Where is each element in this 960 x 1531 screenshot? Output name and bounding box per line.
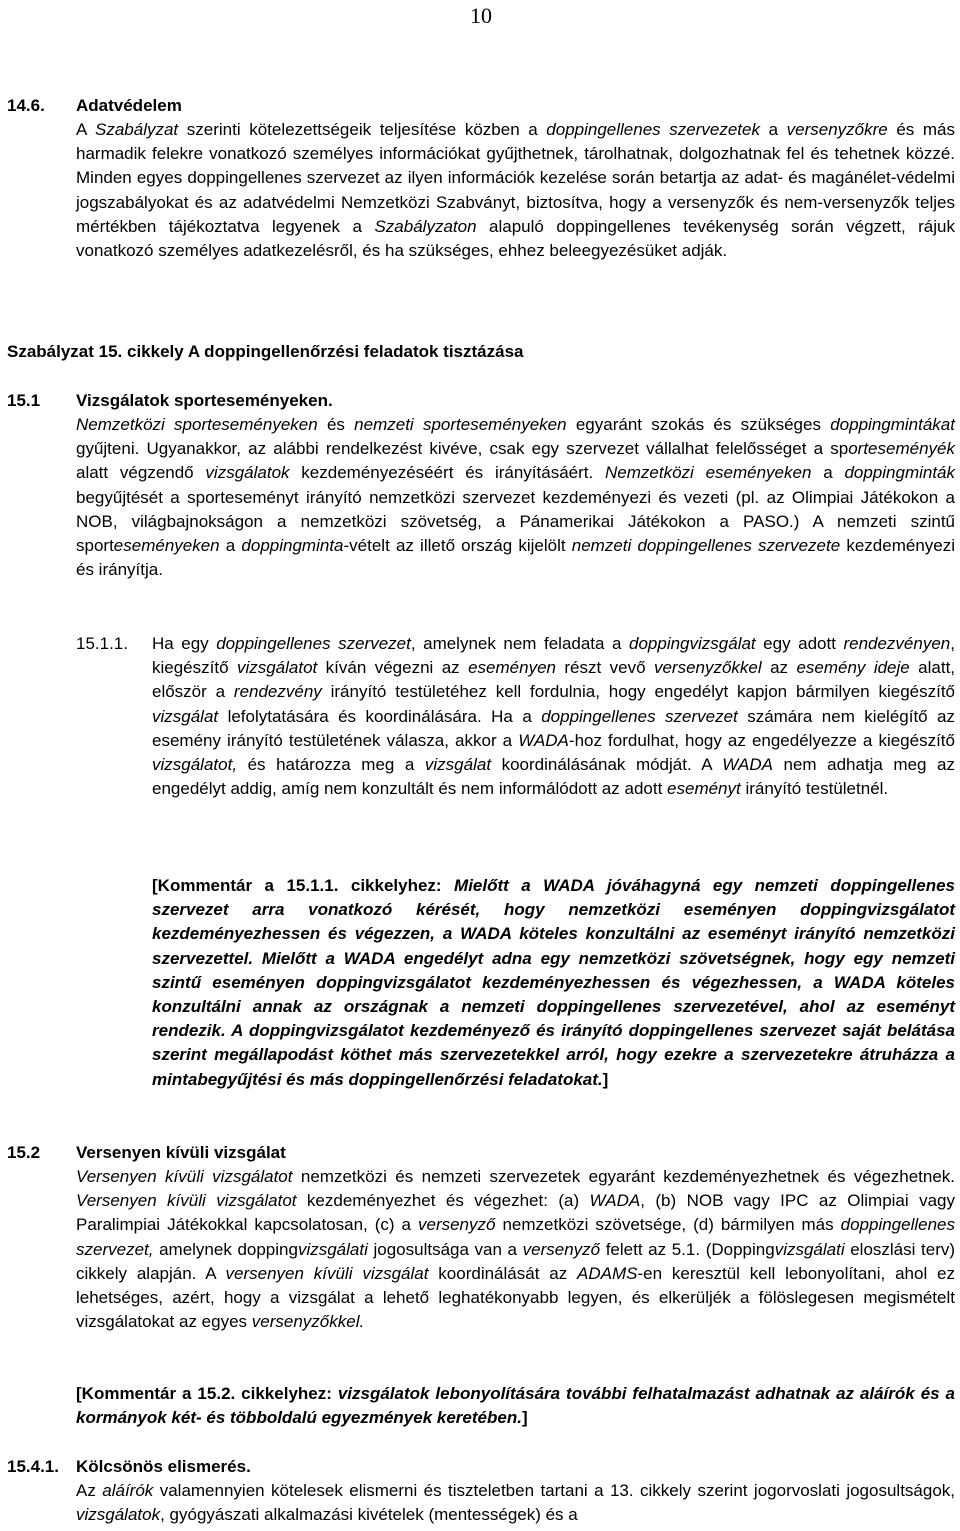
italic-run: doppingminták xyxy=(844,463,956,483)
italic-run: vizsgálati xyxy=(774,1239,845,1259)
text-run: -en keresztül kell lebonyolítani, ahol ez lehetséges, azért, hogy a vizsgálat a lehető leghatékonyabb legyen, és elkerüljék a fölöslegesen megismételt vizsgálatokat az egyes xyxy=(76,1263,956,1332)
section-15-1-1-body xyxy=(152,632,955,801)
section-15-2-title: Versenyen kívüli vizsgálat xyxy=(76,1143,286,1162)
text-run: az xyxy=(761,658,797,678)
text-run: alapuló doppingellenes tevékenység során végzett, rájuk vonatkozó személyes adatkezelésről, és ha szükséges, ehhez beleegyezésüket adják. xyxy=(76,216,955,261)
text-run: [Kommentár a 15.1.1. cikkelyhez: xyxy=(152,876,455,895)
italic-run: rendezvényen xyxy=(843,634,951,653)
italic-run: Nemzetközi sporteseményeken xyxy=(76,415,318,434)
italic-run: vizsgálati xyxy=(297,1239,368,1259)
italic-run: Szabályzat xyxy=(95,120,179,139)
text-run: számára nem kielégítő az esemény irányító testületének válasza, akkor a xyxy=(152,706,956,750)
text-run: kezdeményezéséért és irányításáért. xyxy=(289,463,605,483)
text-run: , gyógyászati alkalmazási kivételek (mentességek) és a xyxy=(160,1505,578,1525)
page-number: 10 xyxy=(470,3,492,28)
italic-run: Mielőtt a WADA jóváhagyná egy nemzeti doppingellenes szervezet arra vonatkozó kérését, hogy nemzetközi eseményen doppingvizsgálatot kezdeményezhessen és végezzen, a WADA köteles konzultálni az eseményt irányító nemzetközi szervezettel. Mielőtt a WADA engedélyt adna egy nemzetközi szövetségnek, hogy egy nemzeti szintű eseményen doppingvizsgálatot kezdeményezhessen és végezhessen, a WADA köteles konzultálni annak az országnak a nemzeti doppingellenes szervezetével, ahol az eseményt rendezik. A doppingvizsgálatot kezdeményező és irányító doppingellenes szervezet saját belátása szerint megállapodást köthet más szervezetekkel arról, hogy ezekre a szervezetekre átruházza a mintabegyűjtési és más doppingellenőrzési feladatokat. xyxy=(152,876,955,1089)
section-14-6-number: 14.6. xyxy=(7,96,45,115)
italic-run: doppingmintákat xyxy=(830,415,955,434)
italic-run: vizsgálatot, xyxy=(152,755,238,775)
text-run: ] xyxy=(602,1069,609,1089)
italic-run: vizsgálatot xyxy=(236,658,318,678)
italic-run: Versenyen kívüli vizsgálatot xyxy=(76,1167,293,1186)
text-run: begyűjtését a sporteseményt irányító nemzetközi szervezet kezdeményezi és vezeti (pl. az Olimpiai Játékokon a NOB, világbajnokságon a nemzetközi szövetség, a Pánamerikai Játékokon a PASO.) A nemzeti szintű sport xyxy=(76,487,955,556)
article-15-heading: Szabályzat 15. cikkely A doppingellenőrzési feladatok tisztázása xyxy=(7,342,524,361)
text-run: jogosultsága van a xyxy=(367,1239,523,1259)
italic-run: doppingellenes szervezet, xyxy=(76,1215,956,1259)
section-15-4-1-number: 15.4.1. xyxy=(7,1457,59,1476)
section-15-1-body xyxy=(76,413,955,582)
italic-run: versenyzőkkel xyxy=(653,658,762,678)
text-run: nem adhatja meg az engedélyt addig, amíg nem konzultált és nem informálódott az adott xyxy=(152,755,955,799)
section-15-1-title: Vizsgálatok sporteseményeken. xyxy=(76,391,333,410)
italic-run: vizsgálatok xyxy=(76,1505,161,1525)
text-run: kezdeményezhet és végezhet: (a) xyxy=(296,1191,590,1211)
text-run: alatt, először a xyxy=(152,658,956,702)
italic-run: eseményt xyxy=(667,779,741,799)
section-14-6-body xyxy=(76,118,955,263)
text-run: irányító testületnél. xyxy=(740,779,889,799)
italic-run: orteseményék xyxy=(848,439,955,459)
section-15-1-number: 15.1 xyxy=(7,391,41,410)
italic-run: versenyzőkre xyxy=(786,120,888,139)
text-run: amelynek dopping xyxy=(153,1239,298,1259)
italic-run: vizsgálat xyxy=(424,755,492,775)
text-run: nemzetközi szövetsége, (d) bármilyen más xyxy=(495,1215,841,1235)
text-run: egy adott xyxy=(755,634,844,653)
italic-run: Nemzetközi eseményeken xyxy=(605,463,812,483)
italic-run: doppingellenes szervezetek xyxy=(546,120,760,139)
text-run: [Kommentár a 15.2. cikkelyhez: xyxy=(76,1384,338,1403)
text-run: lefolytatására és koordinálására. Ha a xyxy=(218,706,542,726)
italic-run: esemény ideje xyxy=(796,658,910,678)
text-run: -hoz fordulhat, hogy az engedélyezze a kiegészítő xyxy=(568,730,955,750)
text-run: kezdeményezi és irányítja. xyxy=(76,536,956,580)
text-run: és xyxy=(317,415,355,434)
text-run: , (b) NOB vagy IPC az Olimpiai vagy Paralimpiai Játékokkal kapcsolatosan, (c) a xyxy=(76,1191,955,1235)
italic-run: versenyző xyxy=(522,1239,601,1259)
text-run: részt vevő xyxy=(555,658,654,678)
text-run: Ha egy xyxy=(152,634,217,653)
text-run: koordinálását az xyxy=(428,1263,578,1283)
italic-run: ADAMS xyxy=(577,1263,638,1283)
section-15-4-1-title: Kölcsönös elismerés. xyxy=(76,1457,251,1476)
section-15-2-body xyxy=(76,1165,955,1334)
text-run: , kiegészítő xyxy=(152,634,955,678)
italic-run: Szabályzaton xyxy=(374,216,477,236)
text-run: , amelynek nem feladata a xyxy=(410,634,629,653)
text-run: a xyxy=(759,120,787,139)
text-run: alatt végzendő xyxy=(76,463,206,483)
text-run: egyaránt szokás és szükséges xyxy=(566,415,831,434)
text-run: koordinálásának módját. A xyxy=(491,755,723,775)
italic-run: rendezvény xyxy=(233,682,322,702)
text-run: irányító testületéhez kell fordulnia, hogy engedélyt kapjon bármilyen kiegészítő xyxy=(321,682,955,702)
italic-run: vizsgálatok xyxy=(205,463,290,483)
italic-run: versenyen kívüli vizsgálat xyxy=(225,1263,429,1283)
text-run: szerinti kötelezettségeik teljesítése közben a xyxy=(178,120,547,139)
comment-15-1-1 xyxy=(152,874,955,1092)
text-run: és határozza meg a xyxy=(237,755,425,775)
text-run: Az xyxy=(76,1481,103,1500)
italic-run: nemzeti sporteseményeken xyxy=(354,415,567,434)
italic-run: doppingellenes szervezet xyxy=(541,706,738,726)
text-run: a xyxy=(219,536,242,556)
text-run: -vételt az illető ország kijelölt xyxy=(343,536,572,556)
italic-run: WADA xyxy=(722,755,773,775)
italic-run: doppingellenes szervezet xyxy=(216,634,411,653)
text-run: nemzetközi és nemzeti szervezetek egyaránt kezdeményezhetnek és végezhetnek. xyxy=(292,1167,956,1186)
text-run: felett az 5.1. (Dopping xyxy=(600,1239,775,1259)
text-run: valamennyien kötelesek elismerni és tiszteletben tartani a 13. cikkely szerint jogorvoslati jogosultságok, xyxy=(153,1481,956,1500)
italic-run: versenyző xyxy=(417,1215,496,1235)
italic-run: Versenyen kívüli vizsgálatot xyxy=(76,1191,297,1211)
italic-run: WADA xyxy=(589,1191,641,1211)
italic-run: WADA xyxy=(518,730,569,750)
text-run: és más harmadik felekre vonatkozó személyes információkat gyűjthetnek, tárolhatnak, dolgozhatnak fel és tehetnek közzé. Minden egyes doppingellenes szervezet az ilyen információk kezelése során betartja az adat- és magánélet-védelmi jogszabályokat és az adatvédelmi Nemzetközi Szabványt, biztosítva, hogy a versenyzők és nem-versenyzők teljes mértékben tájékoztatva legyenek a xyxy=(76,120,955,236)
italic-run: eseményeken xyxy=(113,536,220,556)
text-run: kíván végezni az xyxy=(317,658,469,678)
italic-run: vizsgálat xyxy=(152,706,219,726)
italic-run: doppingvizsgálat xyxy=(629,634,756,653)
text-run: gyűjteni. Ugyanakkor, az alábbi rendelkezést kivéve, csak egy szervezet vállalhat felelősséget a sp xyxy=(76,439,849,459)
italic-run: aláírók xyxy=(102,1481,154,1500)
comment-15-2 xyxy=(76,1382,955,1430)
italic-run: vizsgálatok lebonyolítására további felhatalmazást adhatnak az aláírók és a kormányok két- és többoldalú egyezmények keretében. xyxy=(76,1384,955,1428)
italic-run: doppingminta xyxy=(241,536,344,556)
italic-run: versenyzőkkel. xyxy=(251,1312,365,1332)
section-14-6-title: Adatvédelem xyxy=(76,96,182,115)
italic-run: nemzeti doppingellenes szervezete xyxy=(571,536,841,556)
section-15-1-1-number: 15.1.1. xyxy=(76,634,128,653)
text-run: a xyxy=(811,463,845,483)
text-run: ] xyxy=(521,1408,528,1428)
section-15-2-number: 15.2 xyxy=(7,1143,41,1162)
italic-run: eseményen xyxy=(468,658,556,678)
text-run: A xyxy=(76,120,95,139)
text-run: eloszlási terv) cikkely alapján. A xyxy=(76,1239,956,1283)
section-15-4-1-body xyxy=(76,1479,955,1527)
